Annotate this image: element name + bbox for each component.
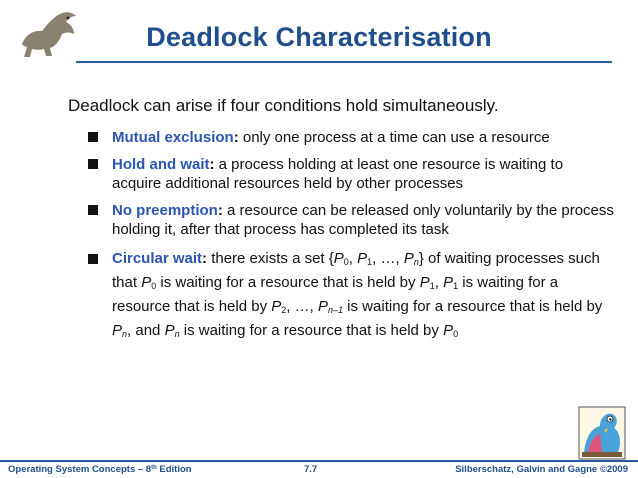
footer-text: Edition [156, 464, 192, 475]
square-bullet-icon [88, 132, 98, 142]
text-segment: is waiting for a resource that is held by [179, 322, 444, 339]
text-segment: , [348, 250, 358, 267]
term-colon: : [233, 129, 239, 146]
process-symbol: P [403, 250, 414, 267]
square-bullet-icon [88, 205, 98, 215]
term-label: Circular wait [112, 250, 203, 267]
subscript: 0 [343, 257, 349, 267]
process-symbol: P [443, 274, 454, 291]
list-item-hold-and-wait [88, 155, 616, 193]
title-divider [76, 61, 612, 63]
term-label: Mutual exclusion [112, 129, 234, 146]
subscript: 2 [281, 305, 287, 315]
subscript: 1 [429, 281, 435, 291]
term-colon: : [217, 202, 223, 219]
subscript: 0 [453, 329, 459, 339]
footer-page-number: 7.7 [304, 464, 318, 475]
subscript: 1 [367, 257, 373, 267]
term-label: No preemption [112, 202, 218, 219]
text-segment: is waiting for a resource that is held by [343, 298, 603, 315]
process-symbol: P [271, 298, 282, 315]
text-segment: , …, [286, 298, 318, 315]
text-segment: , …, [372, 250, 404, 267]
process-symbol: P [112, 322, 123, 339]
subscript: n [174, 329, 180, 339]
footer-copyright: Silberschatz, Galvin and Gagne ©2009 [455, 464, 628, 475]
process-symbol: P [419, 274, 430, 291]
cartoon-dinosaur-icon [578, 406, 626, 460]
square-bullet-icon [88, 254, 98, 264]
text-segment: , [434, 274, 444, 291]
subscript: 0 [151, 281, 157, 291]
text-segment: is waiting for a resource that is held by [156, 274, 420, 291]
process-symbol: P [333, 250, 344, 267]
slide-title: Deadlock Characterisation [146, 22, 492, 52]
term-description: a process holding at least one resource is waiting to acquire additional resources held by other processes [112, 156, 564, 192]
term-colon: : [209, 156, 215, 173]
text-segment: } of waiting processes such that [112, 250, 600, 291]
term-description: only one process at a time can use a resource [238, 129, 550, 146]
subscript: n–1 [327, 305, 344, 315]
process-symbol: P [141, 274, 152, 291]
list-item-no-preemption [88, 201, 616, 239]
conditions-list [88, 128, 616, 351]
process-symbol: P [317, 298, 328, 315]
footer-superscript: th [151, 465, 157, 471]
term-description: a resource can be released only voluntarily by the process holding it, after that process has completed its task [112, 202, 614, 238]
intro-text: Deadlock can arise if four conditions hold simultaneously. [68, 96, 499, 115]
term-label: Hold and wait [112, 156, 210, 173]
footer-book-title [8, 464, 192, 475]
process-symbol: P [443, 322, 454, 339]
footer-divider [0, 460, 638, 462]
text-segment: there exists a set { [207, 250, 334, 267]
subscript: 1 [453, 281, 459, 291]
subscript: n [122, 329, 128, 339]
footer-text: Operating System Concepts – 8 [8, 464, 152, 475]
square-bullet-icon [88, 159, 98, 169]
process-symbol: P [357, 250, 368, 267]
list-item-mutual-exclusion [88, 128, 616, 147]
subscript: n [413, 257, 419, 267]
process-symbol: P [164, 322, 175, 339]
term-colon: : [202, 250, 208, 267]
text-segment: , and [127, 322, 165, 339]
list-item-circular-wait [88, 247, 616, 343]
text-segment: is waiting for a resource that is held by [112, 274, 559, 315]
